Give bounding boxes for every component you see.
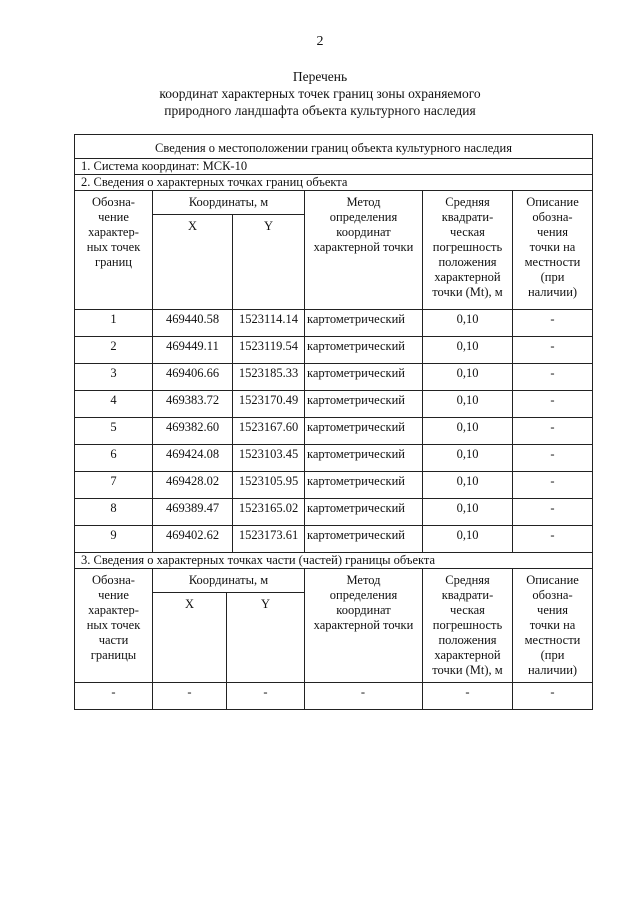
point-number: 9 xyxy=(75,526,153,553)
description-cell: - xyxy=(513,337,593,364)
error-cell: 0,10 xyxy=(423,391,513,418)
error-cell: 0,10 xyxy=(423,445,513,472)
section-2-heading: 2. Сведения о характерных точках границ объекта xyxy=(75,175,593,191)
point-number: 5 xyxy=(75,418,153,445)
header-description: Описание обозна- чения точки на местности (при наличии) xyxy=(513,569,593,683)
coord-x: 469449.11 xyxy=(153,337,233,364)
coordinate-system-row: 1. Система координат: МСК-10 xyxy=(75,159,593,175)
coord-y: 1523167.60 xyxy=(233,418,305,445)
coord-y: 1523165.02 xyxy=(233,499,305,526)
coord-y: 1523114.14 xyxy=(233,310,305,337)
method-cell: картометрический xyxy=(305,310,423,337)
error-cell: - xyxy=(423,683,513,710)
coord-y: 1523170.49 xyxy=(233,391,305,418)
title-line-3: природного ландшафта объекта культурного наследия xyxy=(164,103,476,118)
coord-x: - xyxy=(153,683,227,710)
method-cell: картометрический xyxy=(305,418,423,445)
point-number: 3 xyxy=(75,364,153,391)
table-row xyxy=(75,418,593,445)
table-row xyxy=(75,364,593,391)
method-cell: картометрический xyxy=(305,337,423,364)
coord-y: 1523173.61 xyxy=(233,526,305,553)
table-row xyxy=(75,499,593,526)
header-designation: Обозна- чение характер- ных точек границ xyxy=(75,191,153,310)
coord-x: 469402.62 xyxy=(153,526,233,553)
method-cell: картометрический xyxy=(305,499,423,526)
header-y: Y xyxy=(227,593,305,683)
coord-x: 469440.58 xyxy=(153,310,233,337)
header-x: X xyxy=(153,215,233,310)
method-cell: картометрический xyxy=(305,445,423,472)
point-number: 2 xyxy=(75,337,153,364)
description-cell: - xyxy=(513,526,593,553)
description-cell: - xyxy=(513,418,593,445)
coord-x: 469406.66 xyxy=(153,364,233,391)
header-error: Средняя квадрати- ческая погрешность положения характерной точки (Mt), м xyxy=(423,191,513,310)
section-3-heading: 3. Сведения о характерных точках части (частей) границы объекта xyxy=(75,553,593,569)
error-cell: 0,10 xyxy=(423,310,513,337)
point-number: 8 xyxy=(75,499,153,526)
method-cell: картометрический xyxy=(305,472,423,499)
header-coordinates: Координаты, м xyxy=(153,191,305,215)
description-cell: - xyxy=(513,499,593,526)
description-cell: - xyxy=(513,364,593,391)
method-cell: картометрический xyxy=(305,526,423,553)
boundary-points-table xyxy=(74,134,593,553)
coord-x: 469389.47 xyxy=(153,499,233,526)
error-cell: 0,10 xyxy=(423,472,513,499)
header-description: Описание обозна- чения точки на местности (при наличии) xyxy=(513,191,593,310)
error-cell: 0,10 xyxy=(423,499,513,526)
page-number: 2 xyxy=(316,34,324,49)
coordinates-tables xyxy=(74,134,592,710)
header-coordinates: Координаты, м xyxy=(153,569,305,593)
coord-y: 1523185.33 xyxy=(233,364,305,391)
description-cell: - xyxy=(513,683,593,710)
header-method: Метод определения координат характерной точки xyxy=(305,569,423,683)
error-cell: 0,10 xyxy=(423,526,513,553)
coord-y: 1523105.95 xyxy=(233,472,305,499)
description-cell: - xyxy=(513,472,593,499)
coord-x: 469382.60 xyxy=(153,418,233,445)
description-cell: - xyxy=(513,445,593,472)
error-cell: 0,10 xyxy=(423,337,513,364)
table-row xyxy=(75,472,593,499)
title-line-1: Перечень xyxy=(292,69,348,84)
coord-x: 469424.08 xyxy=(153,445,233,472)
header-x: X xyxy=(153,593,227,683)
description-cell: - xyxy=(513,310,593,337)
method-cell: - xyxy=(305,683,423,710)
header-method: Метод определения координат характерной точки xyxy=(305,191,423,310)
table-heading: Сведения о местоположении границ объекта культурного наследия xyxy=(75,135,593,159)
method-cell: картометрический xyxy=(305,364,423,391)
table-row xyxy=(75,445,593,472)
description-cell: - xyxy=(513,391,593,418)
table-row xyxy=(75,391,593,418)
header-designation: Обозна- чение характер- ных точек части границы xyxy=(75,569,153,683)
point-number: 7 xyxy=(75,472,153,499)
error-cell: 0,10 xyxy=(423,418,513,445)
coord-y: - xyxy=(227,683,305,710)
table-row xyxy=(75,683,593,710)
table-row xyxy=(75,337,593,364)
boundary-part-points-table xyxy=(74,553,593,710)
coord-x: 469428.02 xyxy=(153,472,233,499)
coord-y: 1523103.45 xyxy=(233,445,305,472)
table-row xyxy=(75,310,593,337)
header-error: Средняя квадрати- ческая погрешность положения характерной точки (Mt), м xyxy=(423,569,513,683)
method-cell: картометрический xyxy=(305,391,423,418)
header-y: Y xyxy=(233,215,305,310)
point-number: 1 xyxy=(75,310,153,337)
point-number: 4 xyxy=(75,391,153,418)
point-number: 6 xyxy=(75,445,153,472)
point-number: - xyxy=(75,683,153,710)
document-title xyxy=(0,68,640,119)
error-cell: 0,10 xyxy=(423,364,513,391)
coord-y: 1523119.54 xyxy=(233,337,305,364)
table-row xyxy=(75,526,593,553)
coord-x: 469383.72 xyxy=(153,391,233,418)
title-line-2: координат характерных точек границ зоны охраняемого xyxy=(159,86,481,101)
